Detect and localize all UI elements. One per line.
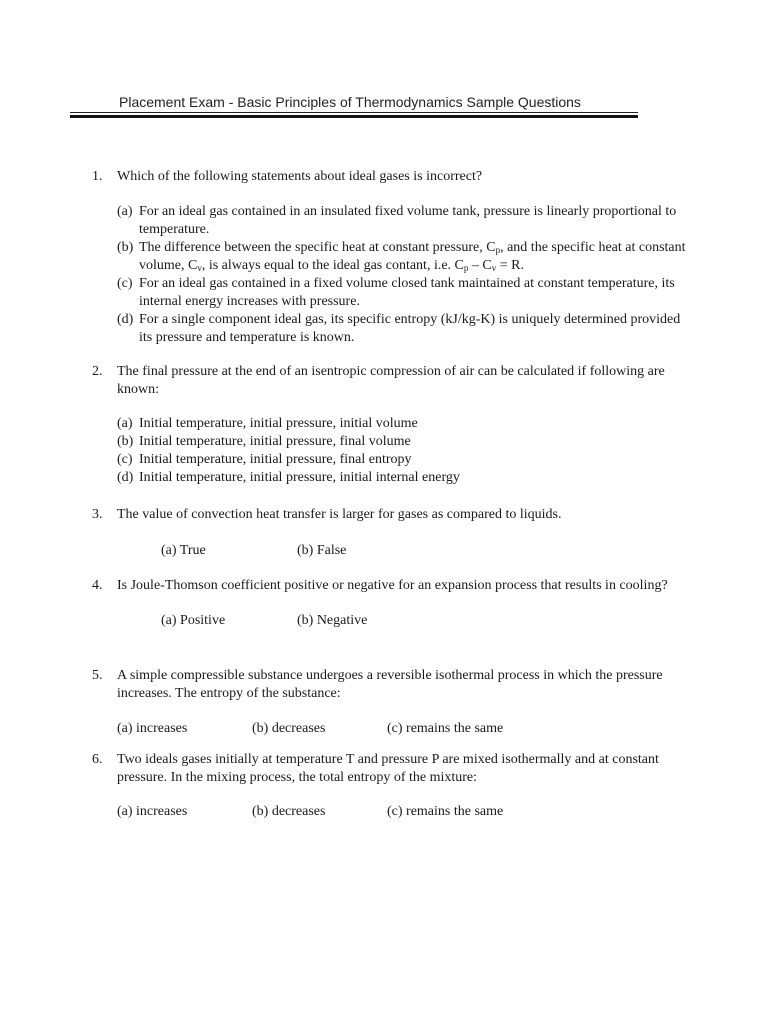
option-c: (c) remains the same — [387, 721, 504, 736]
header-rule-thin — [70, 112, 638, 113]
question-1 — [92, 168, 692, 347]
question-5 — [92, 667, 692, 738]
option-text-part: = R. — [496, 258, 524, 273]
option-a — [117, 415, 692, 433]
question-6 — [92, 751, 692, 821]
option-label: (b) — [117, 240, 134, 255]
option-text: For an ideal gas contained in a fixed volume closed tank maintained at constant temperature, its internal energy increases with pressure. — [139, 276, 675, 309]
question-stem: The final pressure at the end of an isentropic compression of air can be calculated if following are known: — [117, 364, 665, 397]
option-text-part: The difference between the specific heat at constant pressure, C — [139, 240, 496, 255]
option-row — [92, 720, 692, 738]
option-row — [92, 542, 692, 560]
option-text: Initial temperature, initial pressure, final entropy — [139, 452, 412, 467]
option-b — [117, 239, 692, 275]
question-stem: The value of convection heat transfer is larger for gases as compared to liquids. — [117, 507, 562, 522]
option-text-part: – C — [468, 258, 492, 273]
option-label: (a) — [117, 204, 133, 219]
option-label: (d) — [117, 312, 134, 327]
option-d — [117, 469, 692, 487]
question-number: 6. — [92, 752, 103, 767]
page-header-title: Placement Exam - Basic Principles of Thermodynamics Sample Questions — [119, 94, 581, 110]
option-list — [117, 203, 692, 347]
option-c — [117, 451, 692, 469]
option-label: (c) — [117, 452, 133, 467]
question-stem: A simple compressible substance undergoes a reversible isothermal process in which the pressure increases. The entropy of the substance: — [117, 668, 663, 701]
option-d — [117, 311, 692, 347]
option-b: (b) False — [297, 543, 347, 558]
option-a: (a) Positive — [161, 613, 226, 628]
question-2 — [92, 363, 692, 487]
option-b: (b) Negative — [297, 613, 368, 628]
option-label: (b) — [117, 434, 134, 449]
question-stem: Is Joule-Thomson coefficient positive or negative for an expansion process that results in cooling? — [117, 578, 668, 593]
question-number: 5. — [92, 668, 103, 683]
question-stem: Two ideals gases initially at temperature T and pressure P are mixed isothermally and at constant pressure. In the mixing process, the total entropy of the mixture: — [117, 752, 659, 785]
option-row — [92, 803, 692, 821]
option-a: (a) True — [161, 543, 206, 558]
option-c: (c) remains the same — [387, 804, 504, 819]
option-a — [117, 203, 692, 239]
option-text-part: , and the specific heat at constant volume, C — [139, 240, 686, 273]
option-text: For a single component ideal gas, its specific entropy (kJ/kg-K) is uniquely determined provided its pressure and temperature is known. — [139, 312, 681, 345]
question-4 — [92, 577, 692, 630]
question-number: 3. — [92, 507, 103, 522]
option-label: (d) — [117, 470, 134, 485]
option-c — [117, 275, 692, 311]
option-b: (b) decreases — [252, 804, 326, 819]
option-b: (b) decreases — [252, 721, 326, 736]
option-a: (a) increases — [117, 721, 188, 736]
header-rule-thick — [70, 115, 638, 118]
subscript-v: v — [197, 263, 202, 273]
option-b — [117, 433, 692, 451]
option-label: (c) — [117, 276, 133, 291]
option-text: Initial temperature, initial pressure, initial volume — [139, 416, 418, 431]
question-3 — [92, 506, 692, 560]
subscript-p: p — [495, 245, 501, 255]
question-number: 4. — [92, 578, 103, 593]
option-row — [92, 612, 692, 630]
question-number: 2. — [92, 364, 103, 379]
option-list — [117, 415, 692, 487]
option-text: Initial temperature, initial pressure, final volume — [139, 434, 411, 449]
option-text: For an ideal gas contained in an insulated fixed volume tank, pressure is linearly proportional to temperature. — [139, 204, 677, 237]
subscript-p: p — [463, 263, 469, 273]
option-a: (a) increases — [117, 804, 188, 819]
option-label: (a) — [117, 416, 133, 431]
question-stem: Which of the following statements about ideal gases is incorrect? — [117, 169, 483, 184]
option-text: Initial temperature, initial pressure, initial internal energy — [139, 470, 460, 485]
subscript-v: v — [491, 263, 497, 273]
question-number: 1. — [92, 169, 103, 184]
option-text-part: , is always equal to the ideal gas contant, i.e. C — [201, 258, 464, 273]
